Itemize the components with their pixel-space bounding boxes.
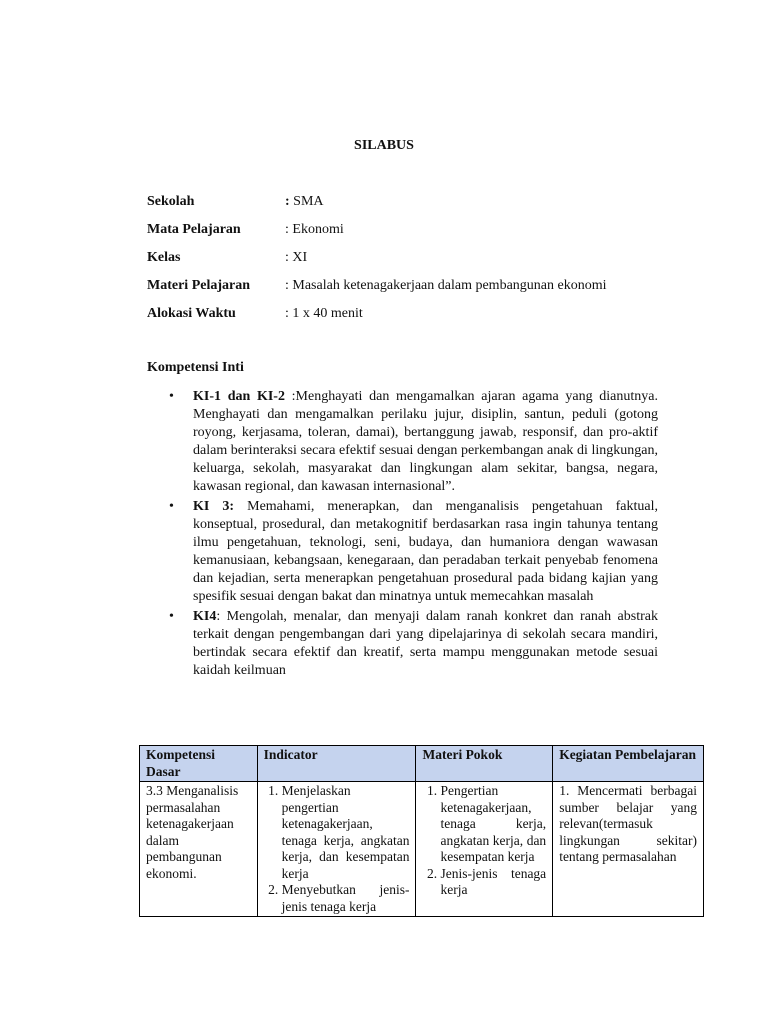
meta-row-materi-pelajaran [147,277,707,305]
table-row [140,782,704,917]
table-header-row [140,746,704,782]
ki-text: :Menghayati dan mengamalkan ajaran agama yang dianutnya. Menghayati dan mengamalkan perilaku jujur, disiplin, santun, peduli (gotong royong, kerjasama, toleran, damai), bertanggung jawab, responsif, dan pro-aktif dalam berinteraksi secara efektif sesuai dengan perkembangan anak di lingkungan, keluarga, sekolah, masyarakat dan lingkungan alam sekitar, bangsa, negara, kawasan regional, dan kawasan internasional”. [193,389,658,494]
ki-text: : Mengolah, menalar, dan menyaji dalam ranah konkret dan ranah abstrak terkait dengan pengembangan dari yang dipelajarinya di sekolah secara mandiri, bertindak secara efektif dan kreatif, serta mampu menggunakan metode sesuai kaidah keilmuan [193,609,658,678]
cell-kompetensi-dasar: 3.3 Menganalisis permasalahan ketenagakerjaan dalam pembangunan ekonomi. [140,782,258,917]
meta-value-text: SMA [289,194,324,209]
meta-value [285,249,707,277]
list-item: 2. Jenis-jenis tenaga kerja [440,866,546,899]
bullet-icon: • [169,609,174,624]
identity-block [147,193,707,333]
header-kegiatan-pembelajaran: Kegiatan Pembelajaran [553,746,704,782]
meta-key: Sekolah [147,194,195,209]
ki-label: KI4 [193,609,217,624]
meta-key: Kelas [147,250,181,265]
meta-separator: : [285,278,289,293]
indicator-list [264,783,410,915]
meta-value [285,305,707,333]
silabus-table [139,745,704,917]
header-kompetensi-dasar: Kompetensi Dasar [140,746,258,782]
meta-separator: : [285,250,289,265]
meta-row-sekolah [147,193,707,221]
header-indicator: Indicator [257,746,416,782]
ki-item-4 [169,608,658,680]
kompetensi-inti-list [169,388,659,682]
meta-separator: : [285,222,289,237]
list-item: 2. Menyebutkan jenis-jenis tenaga kerja [282,882,410,915]
meta-key: Mata Pelajaran [147,222,241,237]
list-item: 1. Menjelaskan pengertian ketenagakerjaan, tenaga kerja, angkatan kerja, dan kesempatan kerja [282,783,410,882]
cell-kegiatan-pembelajaran: 1. Mencermati berbagai sumber belajar yang relevan(termasuk lingkungan sekitar) tentang permasalahan [553,782,704,917]
ki-label: KI-1 dan KI-2 [193,389,285,404]
meta-key: Materi Pelajaran [147,278,251,293]
header-materi-pokok: Materi Pokok [416,746,553,782]
materi-list [422,783,546,899]
meta-value-text: Masalah ketenagakerjaan dalam pembangunan ekonomi [288,278,607,293]
meta-value-text: Ekonomi [288,222,344,237]
meta-row-mata-pelajaran [147,221,707,249]
bullet-icon: • [169,389,174,404]
meta-row-alokasi-waktu [147,305,707,333]
ki-item-1-2 [169,388,658,496]
meta-value [285,221,707,249]
meta-value [285,193,707,221]
cell-indicator [257,782,416,917]
document-title: SILABUS [354,138,414,153]
kompetensi-inti-heading: Kompetensi Inti [147,360,244,375]
ki-text: Memahami, menerapkan, dan menganalisis pengetahuan faktual, konseptual, prosedural, dan metakognitif berdasarkan rasa ingin tahunya tentang ilmu pengetahuan, teknologi, seni, budaya, dan humaniora dengan wawasan kemanusiaan, kebangsaan, kenegaraan, dan peradaban terkait penyebab fenomena dan kejadian, serta menerapkan pengetahuan prosedural pada bidang kajian yang spesifik sesuai dengan bakat dan minatnya untuk memecahkan masalah [193,499,659,604]
meta-value-text: 1 x 40 menit [288,306,363,321]
meta-row-kelas [147,249,707,277]
meta-separator: : [285,194,290,209]
meta-key: Alokasi Waktu [147,306,236,321]
meta-separator: : [285,306,289,321]
bullet-icon: • [169,499,174,514]
ki-label: KI 3: [193,499,235,514]
cell-materi-pokok [416,782,553,917]
list-item: 1. Pengertian ketenagakerjaan, tenaga kerja, angkatan kerja, dan kesempatan kerja [440,783,546,866]
meta-value-text: XI [288,250,308,265]
meta-value [285,277,707,305]
ki-item-3 [169,498,659,606]
